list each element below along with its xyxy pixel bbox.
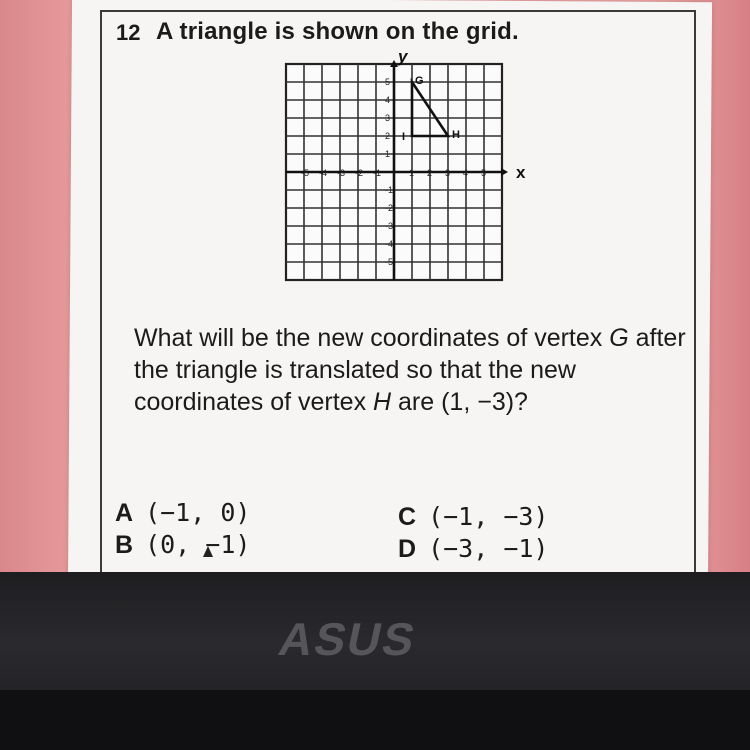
coordinate-grid: [276, 47, 526, 290]
question-part: What will be the new coordinates of vertex: [134, 324, 610, 352]
vertex-label: I: [402, 131, 406, 143]
x-tick-label: -4: [319, 168, 328, 178]
vertex-g-ref: G: [609, 324, 629, 352]
y-tick-label: 4: [385, 95, 391, 105]
y-tick-label: 1: [385, 149, 391, 159]
brand-logo: ASUS: [274, 613, 422, 665]
y-tick-label: -5: [385, 257, 394, 267]
x-tick-label: 5: [481, 168, 487, 178]
x-axis-label: x: [516, 163, 526, 182]
choice-value: (−3, −1): [428, 534, 549, 563]
choice-letter: B: [115, 531, 134, 559]
y-tick-label: 2: [385, 131, 391, 141]
x-axis-arrow: [501, 168, 508, 176]
laptop-base: [0, 690, 750, 750]
choice-value: (0, −1): [145, 530, 251, 559]
question-part: are (1, −3)?: [391, 388, 528, 416]
vertex-label: G: [415, 75, 424, 87]
choice-letter: D: [398, 535, 417, 563]
y-tick-label: -4: [385, 239, 394, 249]
mouse-pointer-icon: [203, 546, 213, 557]
choice-d[interactable]: [398, 534, 548, 564]
x-tick-label: 3: [445, 168, 451, 178]
y-tick-label: -2: [385, 203, 394, 213]
y-axis-label: y: [398, 47, 408, 66]
question-number: 12: [116, 20, 141, 45]
choice-value: (−1, 0): [145, 498, 251, 527]
choice-a[interactable]: [115, 498, 250, 528]
x-tick-label: 1: [409, 168, 415, 178]
question-text: [134, 322, 694, 418]
y-tick-label: -3: [385, 221, 394, 231]
vertex-label: H: [452, 129, 460, 141]
x-tick-label: -1: [373, 168, 382, 178]
y-tick-label: 3: [385, 113, 391, 123]
choice-value: (−1, −3): [428, 502, 549, 531]
x-tick-label: -5: [301, 168, 310, 178]
x-tick-label: -2: [355, 168, 364, 178]
choice-c[interactable]: [398, 502, 548, 532]
choice-b[interactable]: [115, 530, 250, 560]
y-tick-label: 5: [385, 77, 391, 87]
x-tick-label: -3: [337, 168, 346, 178]
choice-letter: C: [398, 503, 417, 531]
y-tick-label: -1: [385, 185, 394, 195]
vertex-h-ref: H: [373, 388, 392, 416]
question-part: after the triangle is translated so that the new coordinates of vertex: [134, 324, 686, 416]
x-tick-label: 2: [427, 168, 433, 178]
x-tick-label: 4: [463, 168, 469, 178]
choice-letter: A: [115, 499, 134, 527]
question-stem: A triangle is shown on the grid.: [156, 18, 519, 45]
